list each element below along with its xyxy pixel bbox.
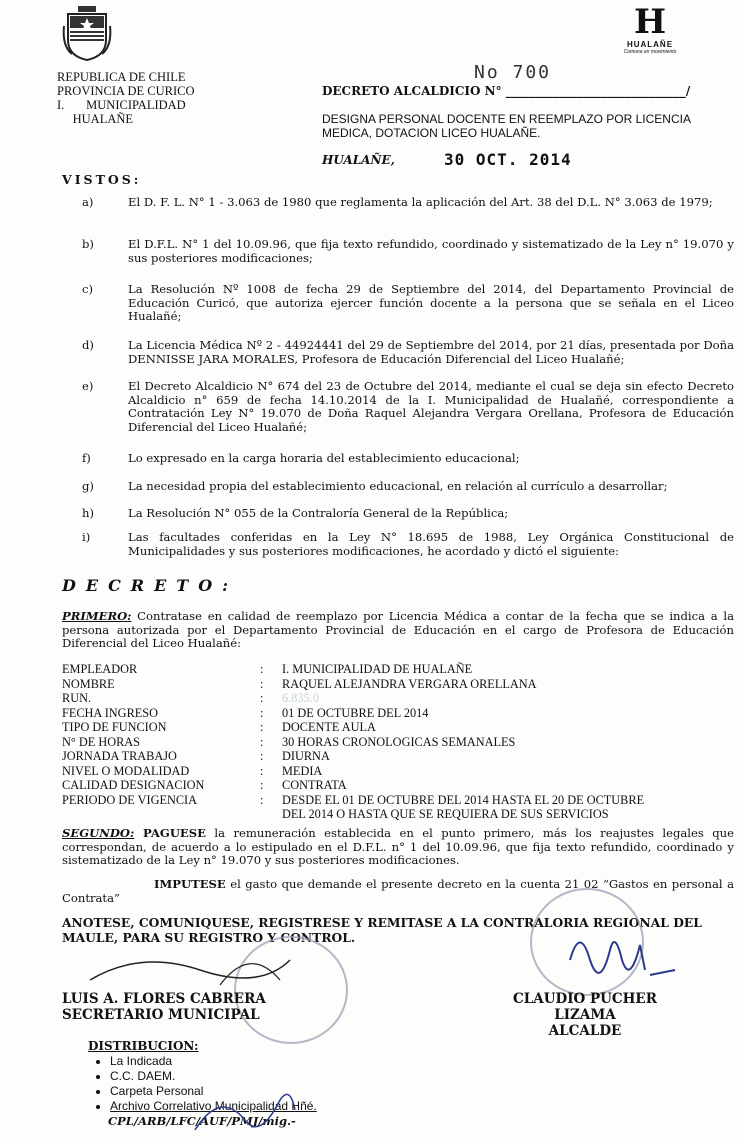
item-text: La necesidad propia del establecimiento educacional, en relación al currículo a desarrollar;	[128, 479, 668, 493]
detail-value: RAQUEL ALEJANDRA VERGARA ORELLANA	[282, 676, 537, 691]
item-text: El D. F. L. N° 1 - 3.063 de 1980 que reglamenta la aplicación del Art. 38 del D.L. N° 3.063 de 1979;	[128, 195, 713, 209]
detail-value: 01 DE OCTUBRE DEL 2014	[282, 705, 429, 720]
item-letter: i)	[82, 530, 91, 544]
mayor-signature-block	[480, 991, 690, 1039]
item-text: El Decreto Alcaldicio N° 674 del 23 de Octubre del 2014, mediante el cual se deja sin efecto Decreto Alcaldicio n° 659 de fecha 14.10.2014 de la I. Municipalidad de Hualañé, correspondiente a Contratación Ley N° 19.070 de Doña Raquel Alejandra Vergara Orellana, Profesora de Educación Diferencial del Liceo Hualañé;	[128, 379, 734, 434]
detail-key: FECHA INGRESO	[62, 705, 158, 720]
imputese-bold: IMPUTESE	[154, 877, 226, 891]
vistos-item	[82, 380, 734, 434]
appointment-details	[62, 662, 722, 822]
detail-value: DOCENTE AULA	[282, 720, 376, 734]
detail-row	[62, 720, 722, 735]
item-letter: d)	[82, 338, 94, 352]
detail-colon: :	[260, 691, 264, 705]
list-item: • Archivo Correlativo Municipalidad Hñé.	[110, 1099, 317, 1114]
item-text: La Licencia Médica Nº 2 - 44924441 del 29 de Septiembre del 2014, por 21 días, presentada por Doña DENNISSE JARA MORALES, Profesora de Educación Diferencial del Liceo Hualañé;	[128, 338, 734, 366]
detail-row	[62, 749, 722, 764]
item-text: La Resolución N° 055 de la Contraloría General de la República;	[128, 506, 509, 520]
decree-number-line	[322, 84, 690, 98]
detail-key: NIVEL O MODALIDAD	[62, 763, 190, 778]
item-letter: g)	[82, 479, 94, 493]
decree-number-blank: ______________________________/	[505, 84, 691, 98]
issuer-block	[57, 70, 195, 126]
detail-colon: :	[260, 705, 264, 720]
distribution-title: DISTRIBUCION:	[88, 1039, 199, 1053]
detail-row	[62, 807, 722, 822]
segundo-paragraph	[62, 827, 734, 868]
secretary-signature-block	[62, 991, 266, 1023]
vistos-item	[82, 452, 734, 466]
item-text: Lo expresado en la carga horaria del establecimiento educacional;	[128, 451, 520, 465]
detail-key: RUN.	[62, 691, 92, 705]
item-letter: h)	[82, 506, 94, 520]
detail-row	[62, 793, 722, 808]
issuer-line: I. MUNICIPALIDAD	[57, 98, 186, 112]
detail-key: JORNADA TRABAJO	[62, 749, 177, 763]
detail-key: N° DE HORAS	[62, 734, 141, 749]
segundo-text: la remuneración establecida en el punto primero, más los reajustes legales que correspondan, de acuerdo a lo estipulado en el D.F.L. n° 1 del 10.09.96, que fija texto refundido, coordinado y sistematizado de la Ley n° 19.070 y sus posteriores modificaciones.	[62, 826, 735, 867]
item-text: El D.F.L. N° 1 del 10.09.96, que fija texto refundido, coordinado y sistematizado de la Ley n° 19.070 y sus posteriores modificaciones;	[128, 237, 734, 265]
secretary-name: LUIS A. FLORES CABRERA	[62, 991, 266, 1007]
anotese-clause: ANOTESE, COMUNIQUESE, REGISTRESE Y REMITASE A LA CONTRALORIA REGIONAL DEL MAULE, PARA SU REGISTRO Y CONTROL.	[62, 915, 702, 945]
detail-key: TIPO DE FUNCION	[62, 720, 167, 734]
detail-value: DESDE EL 01 DE OCTUBRE DEL 2014 HASTA EL 20 DE OCTUBRE	[282, 792, 645, 807]
chile-coat-of-arms-icon	[62, 6, 112, 62]
detail-row	[62, 691, 722, 706]
detail-colon: :	[260, 676, 264, 691]
detail-key	[62, 807, 260, 822]
detail-colon: :	[260, 662, 264, 676]
item-letter: c)	[82, 282, 94, 296]
detail-value: MEDIA	[282, 763, 323, 778]
item-text: La Resolución Nº 1008 de fecha 29 de Septiembre del 2014, del Departamento Provincial de Educación Curicó, que autoriza ejercer función docente a la persona que se señala en el Liceo Hualañé;	[128, 282, 734, 323]
detail-row	[62, 706, 722, 721]
vistos-item	[82, 531, 734, 558]
primero-paragraph	[62, 610, 734, 651]
detail-value: I. MUNICIPALIDAD DE HUALAÑE	[282, 662, 473, 676]
detail-value-redacted: 6.835.0	[282, 691, 319, 705]
vistos-item	[82, 480, 734, 494]
detail-value: DEL 2014 O HASTA QUE SE REQUIERA DE SUS SERVICIOS	[282, 807, 609, 821]
vistos-item	[82, 238, 734, 265]
hualane-logo	[620, 4, 680, 68]
detail-key: EMPLEADOR	[62, 662, 138, 676]
initials-scribble-icon	[190, 1080, 300, 1143]
logo-name: HUALAÑE	[626, 40, 674, 49]
detail-value: 30 HORAS CRONOLOGICAS SEMANALES	[282, 734, 516, 749]
issuer-line: PROVINCIA DE CURICO	[57, 84, 195, 98]
detail-colon: :	[260, 720, 264, 734]
detail-key: PERIODO DE VIGENCIA	[62, 792, 198, 807]
item-text: Las facultades conferidas en la Ley N° 18.695 de 1988, Ley Orgánica Constitucional de Municipalidades y sus posteriores modificaciones, he acordado y dictó el siguiente:	[128, 530, 734, 558]
decreto-heading: DECRETO:	[62, 576, 239, 595]
decree-number-label: DECRETO ALCALDICIO N°	[322, 84, 502, 98]
issuer-line: HUALAÑE	[57, 112, 134, 126]
decree-number-stamp: No 700	[474, 62, 552, 83]
list-item: • La Indicada	[110, 1054, 317, 1069]
detail-colon: :	[260, 792, 264, 807]
detail-value: DIURNA	[282, 749, 330, 763]
primero-text: Contratase en calidad de reemplazo por Licencia Médica a contar de la fecha que se indica a la persona autorizada por el Departamento Provincial de Educación en el cargo de Profesora de Educación Diferencial del Liceo Hualañé:	[62, 609, 734, 650]
typist-initials: CPL/ARB/LFC/AUF/PMJ/mig.-	[108, 1114, 296, 1128]
logo-mark-icon: H	[633, 2, 667, 42]
imputese-text: el gasto que demande el presente decreto en la cuenta 21 02 “Gastos en personal a Contrata”	[62, 877, 734, 905]
detail-row	[62, 764, 722, 779]
detail-key: CALIDAD DESIGNACION	[62, 778, 205, 792]
mayor-signature-icon	[560, 920, 680, 990]
mayor-title: ALCALDE	[548, 1023, 622, 1039]
vistos-item	[82, 339, 734, 366]
list-item: • Carpeta Personal	[110, 1084, 317, 1099]
list-item: • C.C. DAEM.	[110, 1069, 317, 1084]
item-letter: b)	[82, 237, 94, 251]
date-stamp: 30 OCT. 2014	[444, 150, 572, 169]
detail-row	[62, 677, 722, 692]
item-letter: e)	[82, 379, 94, 393]
imputese-paragraph	[62, 878, 734, 905]
detail-key: NOMBRE	[62, 676, 115, 691]
segundo-label: SEGUNDO:	[62, 826, 135, 840]
vistos-item	[82, 283, 734, 324]
mayor-name: CLAUDIO PUCHER LIZAMA	[513, 991, 657, 1023]
issuer-line: REPUBLICA DE CHILE	[57, 70, 186, 84]
detail-value: CONTRATA	[282, 778, 347, 792]
segundo-bold: PAGUESE	[134, 826, 206, 840]
detail-colon: :	[260, 763, 264, 778]
detail-row	[62, 735, 722, 750]
detail-colon: :	[260, 778, 264, 792]
item-letter: f)	[82, 451, 91, 465]
detail-row	[62, 662, 722, 677]
secretary-title: SECRETARIO MUNICIPAL	[62, 1007, 260, 1023]
decree-subject: DESIGNA PERSONAL DOCENTE EN REEMPLAZO POR LICENCIA MEDICA, DOTACION LICEO HUALAÑE.	[322, 112, 691, 140]
detail-colon: :	[260, 749, 264, 763]
vistos-heading: VISTOS:	[62, 172, 142, 187]
detail-colon: :	[260, 734, 264, 749]
item-letter: a)	[82, 195, 94, 209]
vistos-item	[82, 507, 734, 521]
primero-label: PRIMERO:	[62, 609, 132, 623]
place: HUALAÑE,	[322, 153, 395, 167]
logo-tagline: Comuna en movimiento	[623, 49, 677, 55]
detail-row	[62, 778, 722, 793]
vistos-item	[82, 196, 734, 210]
